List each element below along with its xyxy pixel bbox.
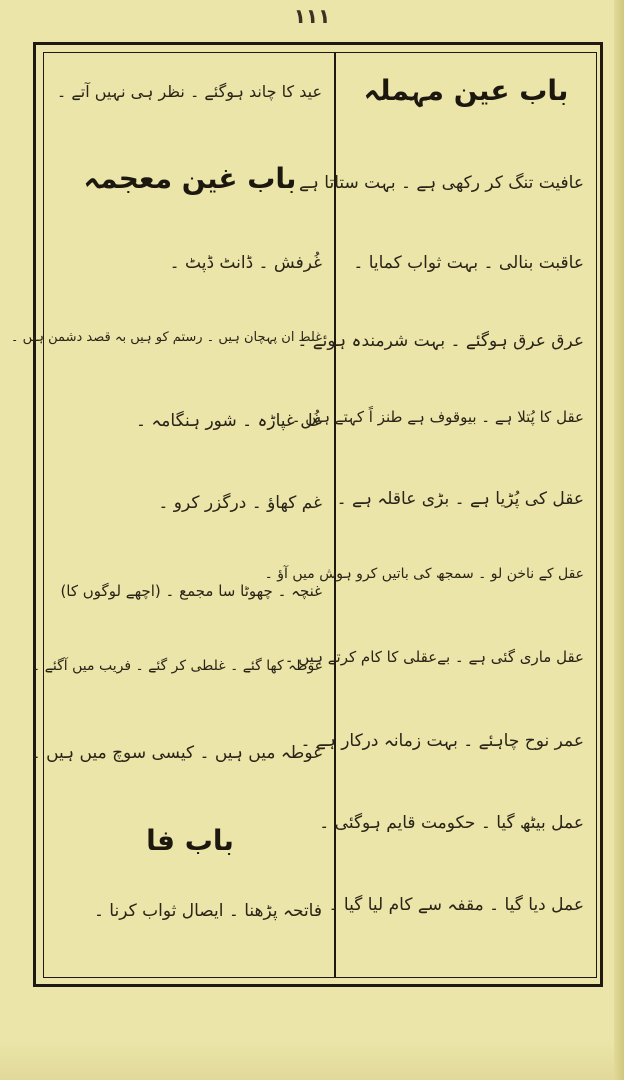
entry-line: عقل کا پُتلا ہے ۔ بیوقوف ہے طنز اً کہتے ہیں ۔ <box>291 408 584 426</box>
right-column-heading: باب عین مہملہ <box>363 74 569 107</box>
left-column-heading: باب غین معجمہ <box>83 162 297 195</box>
entry-line: عقل کے ناخن لو ۔ سمجھ کی باتیں کرو ہوش میں آؤ ۔ <box>264 566 584 582</box>
entry-line: غُرفش ۔ ڈانٹ ڈپٹ ۔ <box>169 253 322 273</box>
entry-line: غوطہ میں ہیں ۔ کیسی سوچ میں ہیں ۔ <box>30 743 322 763</box>
page-right-edge <box>614 0 624 1080</box>
entry-line: غم کھاؤ ۔ درگزر کرو ۔ <box>158 493 322 513</box>
entry-line: عقل کی پُڑیا ہے ۔ بڑی عاقلہ ہے ۔ <box>336 489 584 509</box>
entry-line: غوطہ کھا گئے ۔ غلطی کر گئے ۔ فریب میں آگئے ۔ <box>32 658 322 674</box>
entry-line: فاتحہ پڑھنا ۔ ایصال ثواب کرنا ۔ <box>93 901 322 921</box>
entry-line: عرق عرق ہوگئے ۔ بہت شرمندہ ہوئے ۔ <box>297 331 584 351</box>
entry-line: غلط ان پہچان ہیں ۔ رستم کو ہیں بہ قصد دشمن ہیں ۔ <box>10 330 322 345</box>
entry-line: عمل بیٹھ گیا ۔ حکومت قایم ہوگئی ۔ <box>319 813 584 833</box>
entry-line: غنچہ ۔ چھوٹا سا مجمع ۔ (اچھے لوگوں کا) <box>60 582 322 600</box>
entry-line: غُل غپاڑہ ۔ شور ہنگامہ ۔ <box>135 411 322 431</box>
entry-line: عمر نوح چاہئے ۔ بہت زمانہ درکار ہے ۔ <box>300 731 584 751</box>
entry-line: عید کا چاند ہوگئے ۔ نظر ہی نہیں آتے ۔ <box>56 82 322 101</box>
page-bottom-edge <box>0 1040 624 1080</box>
entry-line: عقل ماری گئی ہے ۔ بےعقلی کا کام کرتے ہیں ۔ <box>284 648 584 666</box>
page-number: ۱۱۱ <box>293 4 331 28</box>
entry-line: عافیت تنگ کر رکھی ہے ۔ بہت ستاتا ہے ۔ <box>283 173 584 193</box>
entry-line: عمل دیا گیا ۔ مقفہ سے کام لیا گیا ۔ <box>328 895 584 915</box>
entry-line: عاقبت بنالی ۔ بہت ثواب کمایا ۔ <box>353 253 584 273</box>
left-column-heading-2: باب فا <box>146 824 234 857</box>
